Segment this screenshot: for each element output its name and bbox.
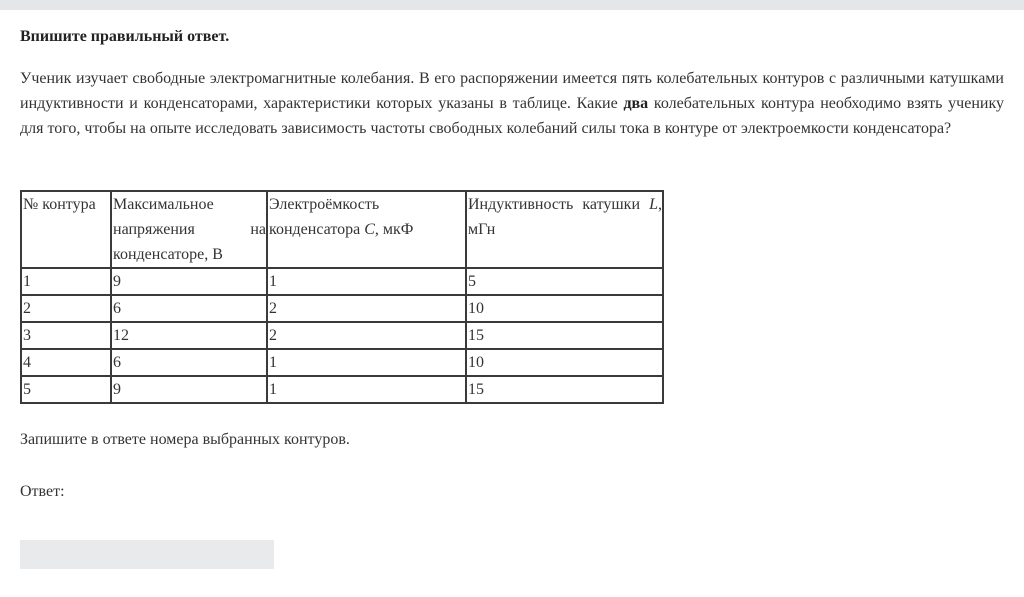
- cell-max-voltage: 6: [111, 295, 267, 322]
- table-row: [21, 376, 663, 403]
- task-content: [20, 26, 1004, 500]
- cell-max-voltage: 9: [111, 268, 267, 295]
- header-max-voltage: Максимальное напряжения на конденсаторе, В: [111, 191, 267, 268]
- table-row: [21, 322, 663, 349]
- answer-input[interactable]: [20, 540, 274, 569]
- cell-inductance: 5: [466, 268, 663, 295]
- cell-max-voltage: 9: [111, 376, 267, 403]
- top-bar: [0, 0, 1024, 10]
- task-instruction: Впишите правильный ответ.: [20, 28, 230, 45]
- cell-inductance: 10: [466, 349, 663, 376]
- header-capacitance-symbol: C: [364, 221, 375, 238]
- header-inductance-suffix: , мГн: [468, 196, 662, 238]
- cell-circuit-number: 1: [21, 268, 111, 295]
- cell-circuit-number: 5: [21, 376, 111, 403]
- table-row: [21, 349, 663, 376]
- cell-capacitance: 1: [267, 349, 466, 376]
- cell-circuit-number: 3: [21, 322, 111, 349]
- header-circuit-number: № контура: [21, 191, 111, 268]
- header-inductance-prefix: Индуктивность катушки: [468, 196, 650, 213]
- answer-instruction: Запишите в ответе номера выбранных контуров.: [20, 431, 350, 448]
- cell-circuit-number: 2: [21, 295, 111, 322]
- answer-label: Ответ:: [20, 483, 65, 500]
- question-text-bold: два: [623, 95, 649, 112]
- cell-capacitance: 1: [267, 376, 466, 403]
- cell-max-voltage: 6: [111, 349, 267, 376]
- cell-inductance: 15: [466, 376, 663, 403]
- table-row: [21, 295, 663, 322]
- circuits-table: [20, 190, 664, 404]
- header-inductance: [466, 191, 663, 268]
- cell-capacitance: 2: [267, 322, 466, 349]
- question-text-part1: Ученик изучает свободные электромагнитные колебания. В его распоряжении имеется пять колебательных контуров с различными катушками индуктивности и конденсаторами, характеристики которых указаны в таблице. Какие: [20, 70, 1004, 112]
- question-text-part2: колебательных контура необходимо взять ученику для того, чтобы на опыте исследовать зависимость частоты свободных колебаний силы тока в контуре от электроемкости конденсатора?: [20, 95, 1004, 137]
- table-header-row: [21, 191, 663, 268]
- cell-capacitance: 1: [267, 268, 466, 295]
- header-capacitance: [267, 191, 466, 268]
- header-capacitance-prefix: Электроёмкость конденсатора: [269, 196, 380, 238]
- cell-circuit-number: 4: [21, 349, 111, 376]
- table-row: [21, 268, 663, 295]
- question-text: [20, 66, 1004, 141]
- cell-max-voltage: 12: [111, 322, 267, 349]
- header-inductance-symbol: L: [649, 196, 658, 213]
- cell-capacitance: 2: [267, 295, 466, 322]
- cell-inductance: 10: [466, 295, 663, 322]
- header-capacitance-suffix: , мкФ: [374, 221, 414, 238]
- cell-inductance: 15: [466, 322, 663, 349]
